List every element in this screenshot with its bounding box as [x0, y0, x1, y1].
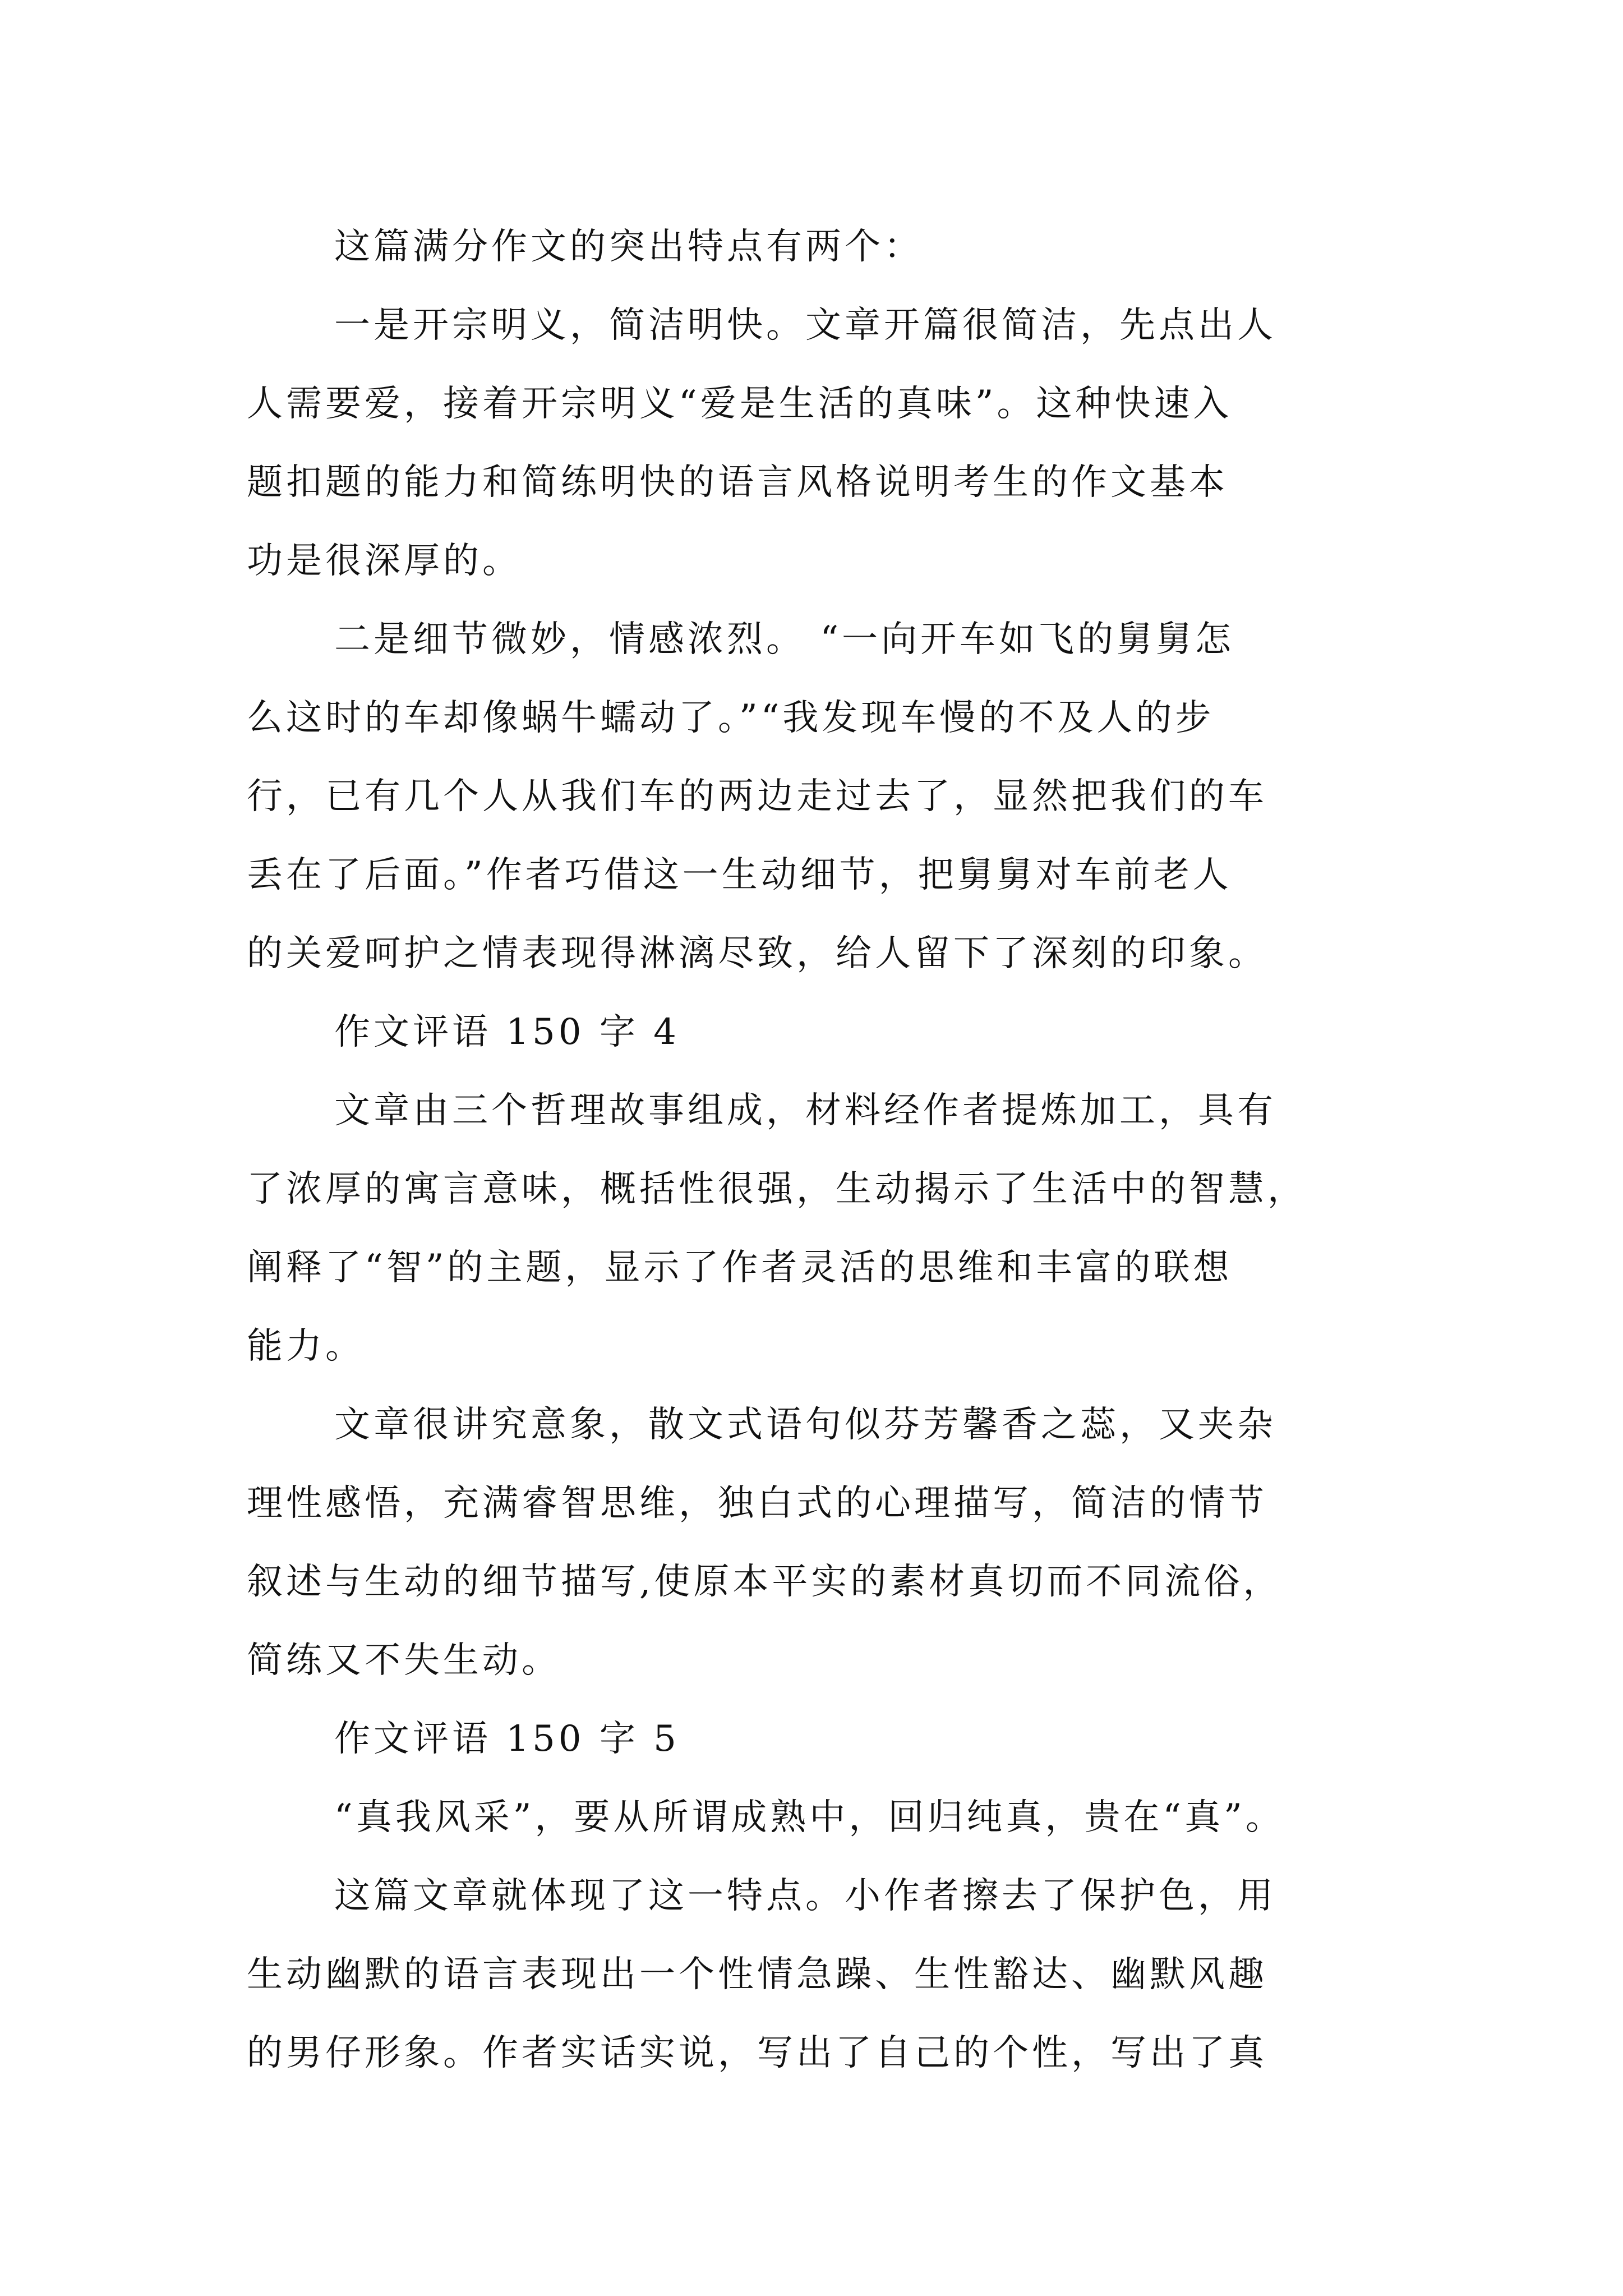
text-line: 人需要爱，接着开宗明义“爱是生活的真味”。这种快速入 [247, 383, 1233, 425]
text-line: 的关爱呵护之情表现得淋漓尽致，给人留下了深刻的印象。 [247, 933, 1267, 974]
text-line: 阐释了“智”的主题，显示了作者灵活的思维和丰富的联想 [247, 1247, 1233, 1289]
paragraph-intro [247, 208, 1391, 286]
text-line: 行，已有几个人从我们车的两边走过去了，显然把我们的车 [247, 776, 1267, 817]
text-line: 二是细节微妙，情感浓烈。 “一向开车如飞的舅舅怎 [334, 619, 1235, 660]
text-line: 简练又不失生动。 [247, 1640, 561, 1681]
paragraph-review-5b [247, 1857, 1391, 2092]
text-line: 丢在了后面。”作者巧借这一生动细节，把舅舅对车前老人 [247, 854, 1232, 896]
text-line: 文章很讲究意象，散文式语句似芬芳馨香之蕊，又夹杂 [334, 1404, 1276, 1446]
text-line: 了浓厚的寓言意味，概括性很强，生动揭示了生活中的智慧， [247, 1168, 1307, 1210]
text-line: 这篇文章就体现了这一特点。小作者擦去了保护色，用 [334, 1875, 1276, 1917]
paragraph-point-one [247, 286, 1391, 600]
text-line: 能力。 [247, 1326, 365, 1367]
text-line: “真我风采”，要从所谓成熟中，回归纯真，贵在“真”。 [334, 1797, 1285, 1838]
text-line: 生动幽默的语言表现出一个性情急躁、生性豁达、幽默风趣 [247, 1954, 1267, 1995]
text-line: 功是很深厚的。 [247, 540, 522, 582]
text-line: 文章由三个哲理故事组成，材料经作者提炼加工，具有 [334, 1090, 1276, 1131]
paragraph-point-two [247, 600, 1391, 993]
text-line: 么这时的车却像蜗牛蠕动了。”“我发现车慢的不及人的步 [247, 697, 1215, 739]
heading-text: 作文评语 150 字 5 [334, 1718, 680, 1760]
paragraph-review-4a [247, 1071, 1391, 1386]
section-heading-4 [247, 993, 1391, 1071]
heading-text: 作文评语 150 字 4 [334, 1011, 680, 1053]
document-body [247, 208, 1391, 2092]
paragraph-review-4b [247, 1386, 1391, 1700]
text-line: 题扣题的能力和简练明快的语言风格说明考生的作文基本 [247, 462, 1228, 503]
text-line: 一是开宗明义，简洁明快。文章开篇很简洁，先点出人 [334, 305, 1276, 346]
text-line: 的男仔形象。作者实话实说，写出了自己的个性，写出了真 [247, 2032, 1267, 2074]
text-line: 叙述与生动的细节描写,使原本平实的素材真切而不同流俗， [247, 1561, 1283, 1603]
section-heading-5 [247, 1700, 1391, 1778]
paragraph-review-5a [247, 1778, 1391, 1857]
text-line: 这篇满分作文的突出特点有两个： [334, 226, 923, 268]
text-line: 理性感悟，充满睿智思维，独白式的心理描写，简洁的情节 [247, 1483, 1267, 1524]
